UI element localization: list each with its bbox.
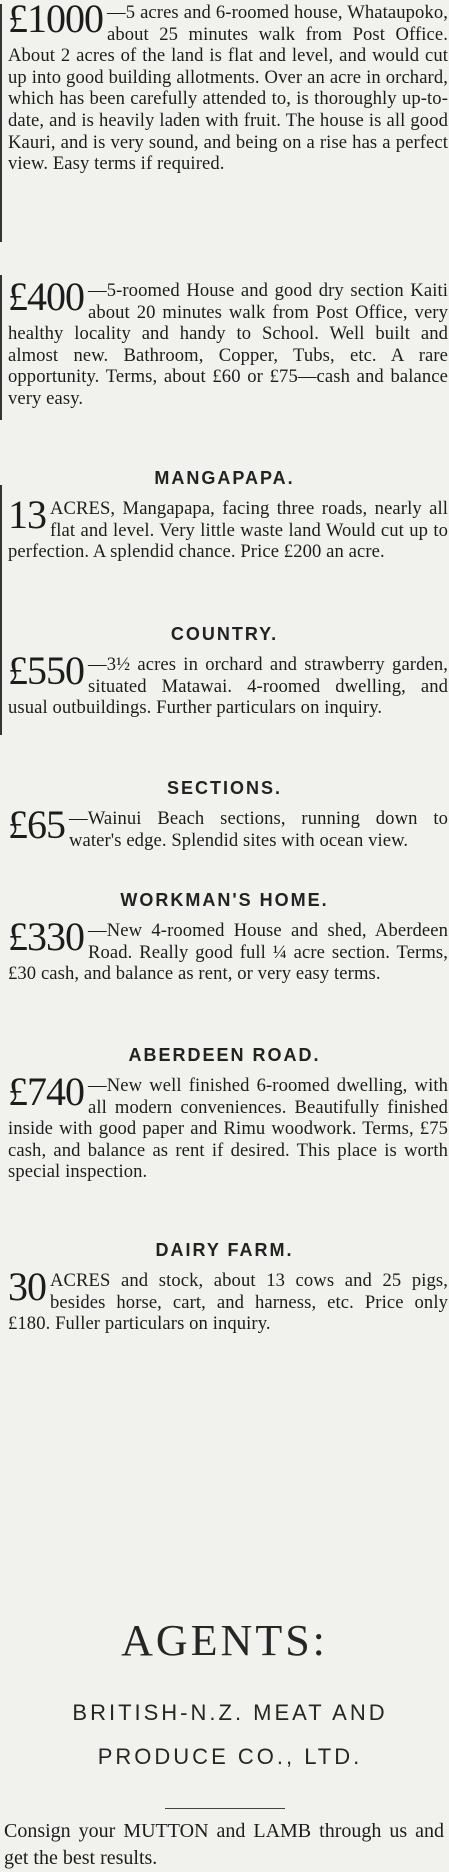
listing-400	[8, 274, 448, 410]
listing-workmans-home	[8, 914, 448, 985]
agents-title: AGENTS:	[121, 1616, 328, 1665]
agent-name-line-1: BRITISH-N.Z. MEAT AND	[72, 1700, 388, 1725]
listing-dairy-farm	[8, 1264, 448, 1335]
listing-price: 13	[8, 492, 46, 537]
section-heading-country: COUNTRY.	[170, 624, 279, 644]
listing-price: £65	[8, 802, 65, 847]
section-heading-workmans-home: WORKMAN'S HOME.	[120, 890, 329, 910]
section-heading-mangapapa: MANGAPAPA.	[154, 468, 295, 488]
listing-text: —5 acres and 6-roomed house, Whataupoko, about 25 minutes walk from Post Office. About 2 acres of the land is flat and level, and would cut up into good building allotments. Over an acre in orchard, which has been carefully attended to, is thoroughly up-to-date, and is heavily laden with fruit. The house is all good Kauri, and is very sound, and being on a rise has a perfect view. Easy terms if required.	[8, 2, 448, 175]
listing-text: —5-roomed House and good dry section Kaiti about 20 minutes walk from Post Office, very healthy locality and handy to School. Well built and almost new. Bathroom, Copper, Tubs, etc. A rare opportunity. Terms, about £60 or £75—cash and balance very easy.	[8, 280, 448, 409]
listing-price: £550	[8, 648, 84, 693]
listing-price: 30	[8, 1264, 46, 1309]
listing-text: —New well finished 6-roomed dwelling, with all modern conveniences. Beautifully finished inside with good paper and Rimu woodwork. Terms, £75 cash, and balance as rent if desired. This place is worth special inspection.	[8, 1075, 448, 1183]
listing-text: —Wainui Beach sections, running down to water's edge. Splendid sites with ocean view.	[69, 808, 448, 851]
listing-mangapapa	[8, 492, 448, 563]
listing-text: ACRES and stock, about 13 cows and 25 pigs, besides horse, cart, and harness, etc. Price only £180. Fuller particulars on inquiry.	[8, 1270, 448, 1335]
section-heading-dairy-farm: DAIRY FARM.	[155, 1240, 294, 1260]
section-heading-sections: SECTIONS.	[166, 778, 282, 798]
listing-sections	[8, 802, 448, 851]
listing-price: £1000	[8, 0, 103, 41]
section-heading-aberdeen-road: ABERDEEN ROAD.	[128, 1045, 321, 1065]
listing-country	[8, 648, 448, 719]
left-margin-mark	[0, 4, 2, 242]
listing-1000	[8, 2, 448, 175]
left-margin-mark	[0, 275, 2, 420]
listing-price: £740	[8, 1069, 84, 1114]
listing-text: ACRES, Mangapapa, facing three roads, nearly all flat and level. Very little waste land Would cut up to perfection. A splendid chance. Price £200 an acre.	[8, 498, 448, 563]
listing-price: £400	[8, 274, 84, 319]
listing-aberdeen-road	[8, 1069, 448, 1183]
agent-name-line-2: PRODUCE CO., LTD.	[97, 1744, 363, 1769]
listing-price: £330	[8, 914, 84, 959]
divider-rule	[165, 1808, 285, 1809]
left-margin-mark	[0, 485, 2, 735]
listing-text: —3½ acres in orchard and strawberry garden, situated Matawai. 4-roomed dwelling, and usual outbuildings. Further particulars on inquiry.	[8, 654, 448, 719]
closing-consign: Consign your MUTTON and LAMB through us and get the best results.	[4, 1820, 444, 1869]
listing-text: —New 4-roomed House and shed, Aberdeen Road. Really good full ¼ acre section. Terms, £30 cash, and balance as rent, or very easy terms.	[8, 920, 448, 985]
